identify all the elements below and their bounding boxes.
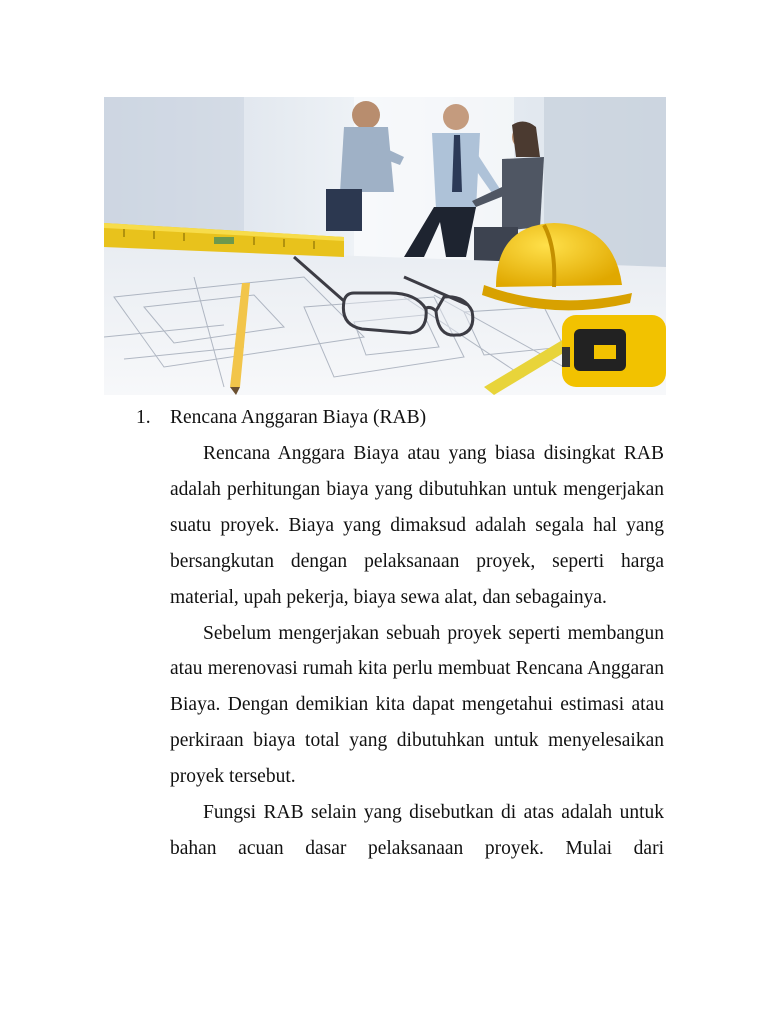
paragraph: Fungsi RAB selain yang disebutkan di atas adalah untuk bahan acuan dasar pelaksanaan proyek. Mulai dari (170, 802, 664, 859)
section-title: Rencana Anggaran Biaya (RAB) (170, 407, 427, 428)
construction-planning-photo (104, 97, 666, 395)
section-body (170, 436, 664, 867)
paragraph: Rencana Anggara Biaya atau yang biasa disingkat RAB adalah perhitungan biaya yang dibutuhkan untuk mengerjakan suatu proyek. Biaya yang dimaksud adalah segala hal yang bersangkutan dengan pelaksanaan proyek, seperti harga material, upah pekerja, biaya sewa alat, dan sebagainya. (170, 443, 664, 608)
section-number: 1. (136, 407, 151, 428)
section-heading (136, 405, 426, 431)
paragraph: Sebelum mengerjakan sebuah proyek seperti membangun atau merenovasi rumah kita perlu membuat Rencana Anggaran Biaya. Dengan demikian kita dapat mengetahui estimasi atau perkiraan biaya total yang dibutuhkan untuk menyelesaikan proyek tersebut. (170, 622, 664, 788)
photo-illustration (104, 97, 666, 395)
